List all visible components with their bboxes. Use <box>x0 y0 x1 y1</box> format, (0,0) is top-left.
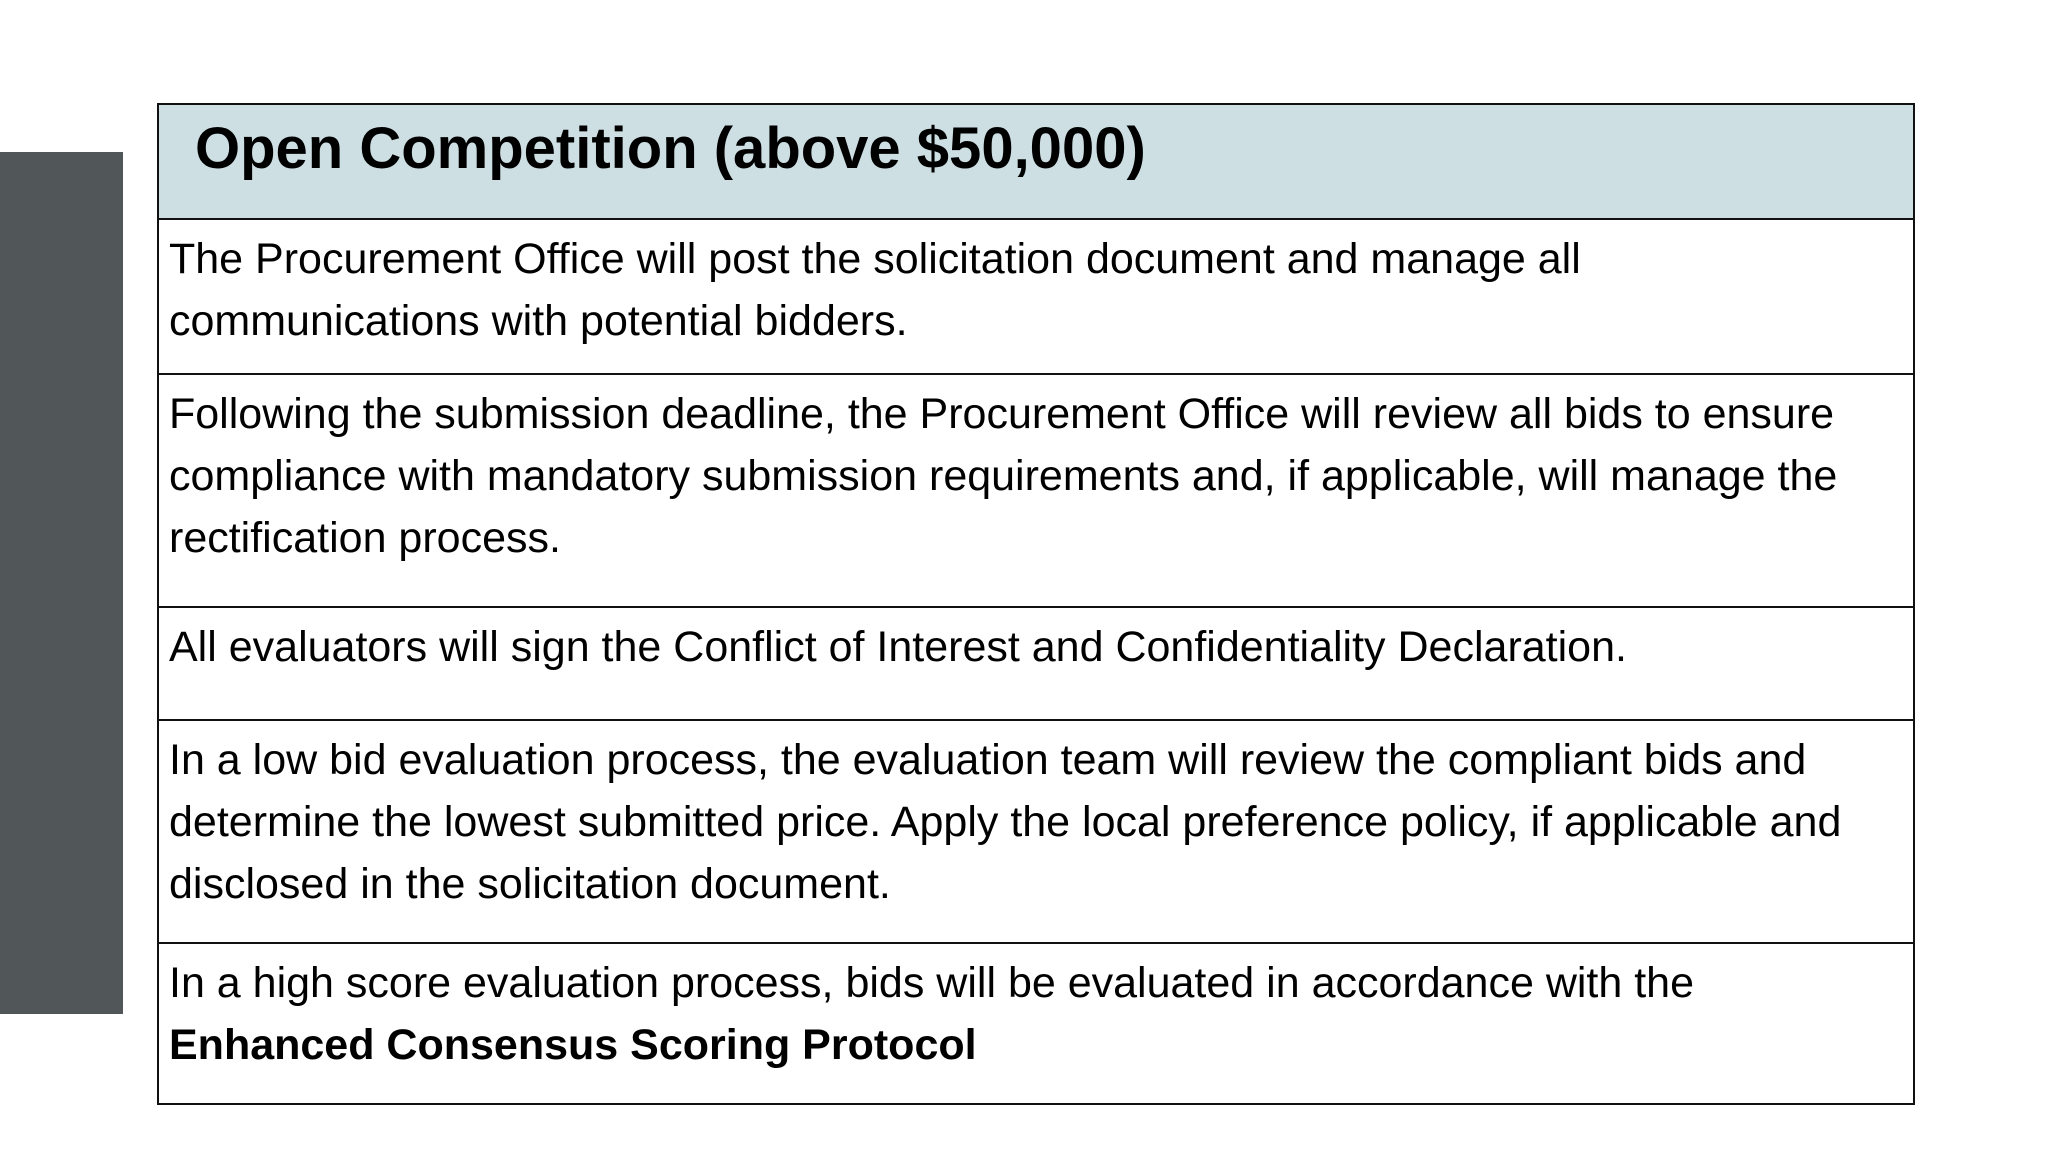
table-row <box>159 373 1913 606</box>
table-row <box>159 218 1913 373</box>
table-row <box>159 606 1913 719</box>
procedure-table <box>157 103 1915 1105</box>
row-text: All evaluators will sign the Conflict of Interest and Confidentiality Declaration. <box>169 623 1627 671</box>
row-text: In a low bid evaluation process, the evaluation team will review the compliant bids and determine the lowest submitted price. Apply the local preference policy, if applicable and disclosed in the solicitation document. <box>169 736 1842 908</box>
row-text: In a high score evaluation process, bids will be evaluated in accordance with the <box>169 959 1695 1007</box>
row-text: The Procurement Office will post the solicitation document and manage all communications with potential bidders. <box>169 235 1581 345</box>
row-text: Following the submission deadline, the Procurement Office will review all bids to ensure compliance with mandatory submission requirements and, if applicable, will manage the rectification process. <box>169 390 1838 562</box>
side-accent-bar <box>0 152 123 1014</box>
table-row <box>159 942 1913 1103</box>
table-row <box>159 719 1913 942</box>
table-title: Open Competition (above $50,000) <box>159 105 1913 218</box>
protocol-name: Enhanced Consensus Scoring Protocol <box>169 1021 977 1069</box>
